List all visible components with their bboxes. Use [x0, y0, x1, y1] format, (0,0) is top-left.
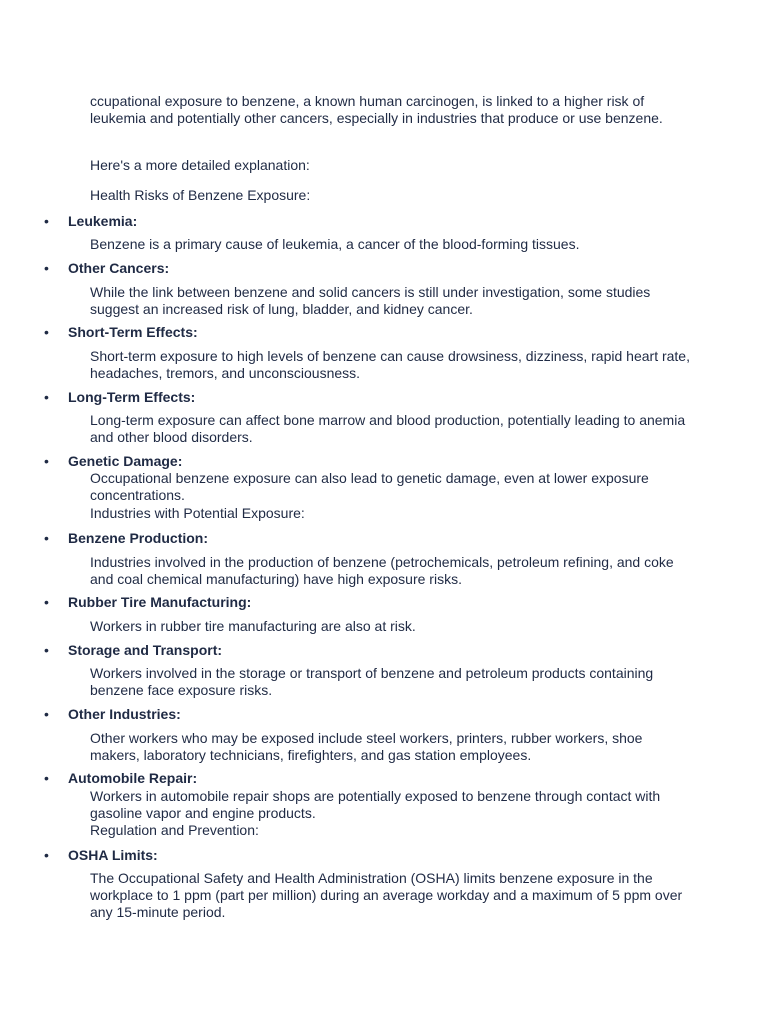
bullet-icon: •	[44, 770, 49, 786]
bullet-icon: •	[44, 642, 49, 658]
bullet-icon: •	[44, 594, 49, 610]
bullet-item	[0, 324, 768, 342]
bullet-text: Workers in rubber tire manufacturing are also at risk.	[90, 618, 416, 634]
bullet-icon: •	[44, 260, 49, 276]
bullet-heading: Other Industries:	[68, 706, 181, 722]
bullet-text: Short-term exposure to high levels of benzene can cause drowsiness, dizziness, rapid heart rate, headaches, tremors, and unconsciousness.	[90, 348, 690, 381]
explanation-line: Here's a more detailed explanation:	[90, 157, 310, 173]
bullet-item	[0, 847, 768, 865]
bullet-heading: Leukemia:	[68, 213, 138, 229]
bullet-heading: Short-Term Effects:	[68, 324, 198, 340]
bullet-icon: •	[44, 213, 49, 229]
bullet-item	[0, 594, 768, 612]
bullet-text: Workers in automobile repair shops are potentially exposed to benzene through contact with gasoline vapor and engine products.	[90, 788, 661, 821]
bullet-icon: •	[44, 530, 49, 546]
regulation-heading: Regulation and Prevention:	[90, 822, 259, 838]
bullet-icon: •	[44, 389, 49, 405]
bullet-icon: •	[44, 324, 49, 340]
intro-paragraph: ccupational exposure to benzene, a known human carcinogen, is linked to a higher risk of leukemia and potentially other cancers, especially in industries that produce or use benzene.	[90, 93, 663, 126]
bullet-heading: OSHA Limits:	[68, 847, 158, 863]
bullet-icon: •	[44, 847, 49, 863]
bullet-item	[0, 706, 768, 724]
bullet-item	[0, 389, 768, 407]
bullet-item	[0, 260, 768, 278]
bullet-text: Other workers who may be exposed include steel workers, printers, rubber workers, shoe makers, laboratory technicians, firefighters, and gas station employees.	[90, 730, 643, 763]
bullet-text: While the link between benzene and solid cancers is still under investigation, some studies suggest an increased risk of lung, bladder, and kidney cancer.	[90, 284, 651, 317]
bullet-item	[0, 530, 768, 548]
bullet-item	[0, 642, 768, 660]
bullet-heading: Storage and Transport:	[68, 642, 223, 658]
bullet-heading: Long-Term Effects:	[68, 389, 196, 405]
bullet-text: Benzene is a primary cause of leukemia, a cancer of the blood-forming tissues.	[90, 236, 580, 252]
bullet-heading: Benzene Production:	[68, 530, 209, 546]
bullet-heading: Genetic Damage:	[68, 453, 183, 469]
bullet-text: Long-term exposure can affect bone marrow and blood production, potentially leading to anemia and other blood disorders.	[90, 412, 686, 445]
bullet-item	[0, 453, 768, 471]
health-risks-heading: Health Risks of Benzene Exposure:	[90, 187, 311, 203]
industries-heading: Industries with Potential Exposure:	[90, 505, 305, 521]
bullet-icon: •	[44, 453, 49, 469]
bullet-heading: Other Cancers:	[68, 260, 170, 276]
bullet-heading: Automobile Repair:	[68, 770, 198, 786]
bullet-heading: Rubber Tire Manufacturing:	[68, 594, 252, 610]
bullet-text: The Occupational Safety and Health Administration (OSHA) limits benzene exposure in the workplace to 1 ppm (part per million) during an average workday and a maximum of 5 ppm over any 15-minute period.	[90, 870, 683, 920]
bullet-icon: •	[44, 706, 49, 722]
bullet-text: Occupational benzene exposure can also lead to genetic damage, even at lower exposure concentrations.	[90, 470, 649, 503]
bullet-item	[0, 770, 768, 788]
bullet-text: Industries involved in the production of benzene (petrochemicals, petroleum refining, and coke and coal chemical manufacturing) have high exposure risks.	[90, 554, 674, 587]
bullet-text: Workers involved in the storage or transport of benzene and petroleum products containing benzene face exposure risks.	[90, 665, 654, 698]
bullet-item	[0, 213, 768, 231]
